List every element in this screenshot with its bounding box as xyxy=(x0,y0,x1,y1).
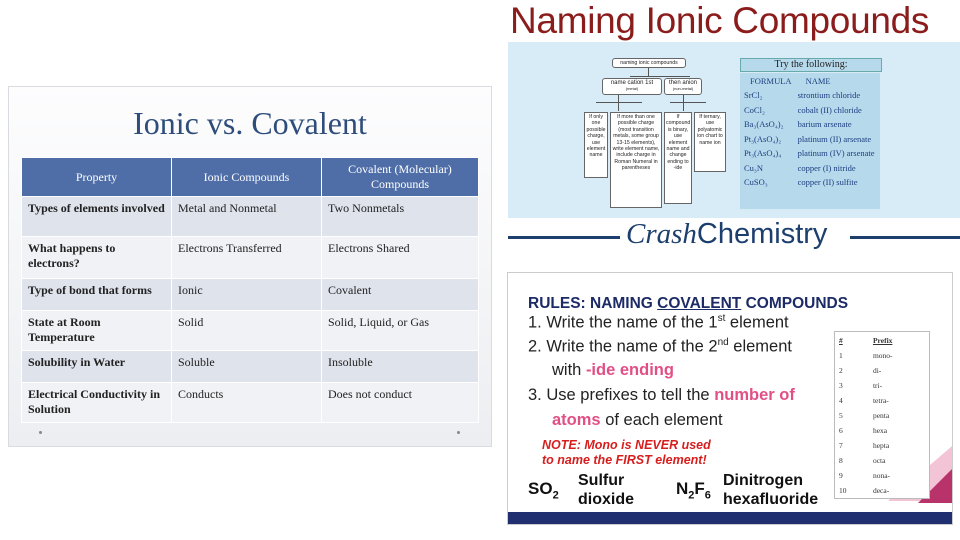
brand-logo xyxy=(626,218,827,251)
formula-row xyxy=(742,88,879,103)
example-formula-n2f6 xyxy=(676,479,711,501)
rule-text: element xyxy=(725,313,789,332)
anion-label: then anion xyxy=(668,80,698,86)
prefix-row xyxy=(835,363,930,378)
formula-header-row xyxy=(742,76,879,88)
prefix-row xyxy=(835,453,930,468)
table-row xyxy=(22,237,479,279)
header-covalent: Covalent (Molecular) Compounds xyxy=(322,158,479,197)
formula-text: F xyxy=(694,479,705,498)
rule-text: with xyxy=(552,361,586,379)
formula-cell: Ba₃(AsO₄)₂ xyxy=(744,119,784,130)
table-cell: What happens to electrons? xyxy=(22,237,172,279)
flow-connector xyxy=(648,68,649,76)
note-line: NOTE: Mono is NEVER used xyxy=(542,438,711,452)
prefix-value: hepta xyxy=(872,441,890,450)
slide-title xyxy=(528,295,848,313)
prefix-row xyxy=(835,348,930,363)
table-cell: Types of elements involved xyxy=(22,197,172,237)
table-cell: Electrical Conductivity in Solution xyxy=(22,383,172,423)
name-cell: platinum (IV) arsenate xyxy=(797,148,875,159)
prefix-value: octa xyxy=(872,456,886,465)
prefix-value: di- xyxy=(872,366,882,375)
table-cell: Electrons Shared xyxy=(322,237,479,279)
table-cell: Metal and Nonmetal xyxy=(172,197,322,237)
formula-row xyxy=(742,146,879,161)
name-cell: copper (II) sulfite xyxy=(797,177,858,188)
name-cell: barium arsenate xyxy=(797,119,852,130)
flow-box-ternary: If ternary, use polyatomic ion chart to name ion xyxy=(694,112,726,172)
title-text: RULES: NAMING xyxy=(528,295,658,312)
prefix-row xyxy=(835,468,930,483)
formula-cell: CuSO₃ xyxy=(744,177,768,188)
example-name-n2f6 xyxy=(723,471,818,509)
rule-2-continued xyxy=(552,361,674,380)
flow-box-multiple-charge: If more than one possible charge (most transition metals, some group 13-15 elements), write element name, include charge in Roman Numeral in parentheses xyxy=(610,112,662,208)
prefix-header-prefix: Prefix xyxy=(872,335,893,345)
cation-sub: (metal) xyxy=(625,86,639,92)
name-cell: strontium chloride xyxy=(797,90,861,101)
formula-text: N xyxy=(676,479,689,498)
table-row xyxy=(22,197,479,237)
flow-box-single-charge: If only one possible charge, use element name xyxy=(584,112,608,178)
flow-anion xyxy=(664,78,702,95)
flow-connector xyxy=(618,95,619,111)
table-row xyxy=(22,311,479,351)
table-row xyxy=(22,279,479,311)
table-cell: Solubility in Water xyxy=(22,351,172,383)
formula-sub: 2 xyxy=(552,489,559,502)
example-name-line: dioxide xyxy=(578,491,635,508)
rule-text: 1. Write the name of the 1 xyxy=(528,313,718,332)
formula-row xyxy=(742,103,879,118)
slide-naming-ionic xyxy=(506,0,960,258)
note-line: to name the FIRST element! xyxy=(542,453,707,467)
prefix-value: penta xyxy=(872,411,890,420)
rule-highlight: -ide ending xyxy=(585,361,674,379)
content-panel xyxy=(508,42,960,218)
prefix-number: 2 xyxy=(839,366,843,375)
formula-row xyxy=(742,117,879,132)
prefix-row xyxy=(835,438,930,453)
formula-sub: 6 xyxy=(704,489,711,502)
prefix-value: tetra- xyxy=(872,396,889,405)
rule-text: element xyxy=(728,337,792,356)
flow-root: naming ionic compounds xyxy=(612,58,686,68)
slide-title: Naming Ionic Compounds xyxy=(510,0,930,41)
table-cell: Electrons Transferred xyxy=(172,237,322,279)
table-cell: Conducts xyxy=(172,383,322,423)
title-text: COMPOUNDS xyxy=(741,295,849,312)
prefix-value: mono- xyxy=(872,351,893,360)
prefix-number: 3 xyxy=(839,381,843,390)
table-cell: Two Nonmetals xyxy=(322,197,479,237)
brand-rule xyxy=(850,236,960,239)
header-ionic: Ionic Compounds xyxy=(172,158,322,197)
brand-rule xyxy=(508,236,620,239)
table-header-row xyxy=(22,158,479,197)
rule-2 xyxy=(528,337,792,357)
rule-sup: st xyxy=(717,313,726,324)
rule-1 xyxy=(528,313,789,333)
example-formula-so2 xyxy=(528,479,559,501)
example-name-line: hexafluoride xyxy=(723,491,819,508)
rule-highlight: atoms xyxy=(552,411,601,429)
formula-cell: Pt₃(AsO₄)₄ xyxy=(744,148,782,159)
title-keyword: COVALENT xyxy=(657,295,742,312)
rule-sup: nd xyxy=(717,337,729,348)
flow-connector xyxy=(596,102,642,103)
formula-row xyxy=(742,132,879,147)
anion-sub: (non-metal) xyxy=(672,86,694,92)
brand-chemistry: Chemistry xyxy=(696,218,828,250)
prefix-header-num: # xyxy=(839,335,843,345)
example-name-line: Dinitrogen xyxy=(723,472,803,489)
prefix-number: 1 xyxy=(839,351,843,360)
formula-cell: SrCl₂ xyxy=(744,90,763,101)
example-name-so2 xyxy=(578,471,634,509)
formula-row xyxy=(742,161,879,176)
rule-text: 3. Use prefixes to tell the xyxy=(528,386,715,404)
table-cell: Insoluble xyxy=(322,351,479,383)
name-cell: copper (I) nitride xyxy=(797,162,856,173)
slide-title: Ionic vs. Covalent xyxy=(133,105,367,141)
example-name-line: Sulfur xyxy=(578,472,625,489)
bottom-bar xyxy=(508,512,953,525)
table-cell: State at Room Temperature xyxy=(22,311,172,351)
formula-cell: Pt₃(AsO₄)₂ xyxy=(744,133,782,144)
table-cell: Type of bond that forms xyxy=(22,279,172,311)
rule-3 xyxy=(528,386,795,405)
prefix-number: 8 xyxy=(839,456,843,465)
slide-ionic-vs-covalent xyxy=(8,86,492,447)
rule-text: of each element xyxy=(600,411,723,429)
flow-cation xyxy=(602,78,662,95)
rule-3-continued xyxy=(552,411,723,430)
prefix-number: 7 xyxy=(839,441,843,450)
rule-text: 2. Write the name of the 2 xyxy=(528,337,718,356)
formula-text: SO xyxy=(528,479,553,498)
formula-row xyxy=(742,175,879,190)
try-label: Try the following: xyxy=(740,58,882,72)
flow-connector xyxy=(630,76,690,77)
formula-header: FORMULA xyxy=(750,76,792,86)
table-cell: Solid, Liquid, or Gas xyxy=(322,311,479,351)
prefix-number: 4 xyxy=(839,396,843,405)
table-cell: Ionic xyxy=(172,279,322,311)
prefix-number: 5 xyxy=(839,411,843,420)
note-text xyxy=(542,438,711,468)
flow-box-binary: If compound is binary, use element name and change ending to -ide xyxy=(664,112,692,204)
prefix-header-row xyxy=(835,332,930,349)
table-cell: Solid xyxy=(172,311,322,351)
prefix-row xyxy=(835,408,930,423)
formula-sub: 2 xyxy=(688,489,695,502)
prefix-row xyxy=(835,423,930,438)
name-cell: platinum (II) arsenate xyxy=(797,133,872,144)
flow-connector xyxy=(670,102,706,103)
prefix-number: 6 xyxy=(839,426,843,435)
prefix-value: hexa xyxy=(872,426,888,435)
table-row xyxy=(22,351,479,383)
formula-table xyxy=(742,76,879,190)
rule-highlight: number of xyxy=(714,386,795,404)
formula-cell: CoCl₂ xyxy=(744,104,765,115)
prefix-value: deca- xyxy=(872,486,890,495)
brand-crash: Crash xyxy=(626,218,697,250)
table-cell: Soluble xyxy=(172,351,322,383)
prefix-table xyxy=(834,331,930,499)
name-cell: cobalt (II) chloride xyxy=(797,104,862,115)
prefix-row xyxy=(835,483,930,499)
header-property: Property xyxy=(22,158,172,197)
brand-footer xyxy=(506,218,960,258)
table-row xyxy=(22,383,479,423)
prefix-row xyxy=(835,378,930,393)
prefix-value: tri- xyxy=(872,381,883,390)
bullet-dot xyxy=(457,431,460,434)
comparison-table xyxy=(21,157,479,423)
slide-naming-covalent xyxy=(507,272,953,525)
prefix-row xyxy=(835,393,930,408)
table-cell: Covalent xyxy=(322,279,479,311)
prefix-number: 10 xyxy=(839,486,847,495)
bullet-dot xyxy=(39,431,42,434)
name-header: NAME xyxy=(805,76,831,86)
prefix-value: nona- xyxy=(872,471,891,480)
flow-connector xyxy=(683,95,684,111)
cation-label: name cation 1st xyxy=(610,80,654,86)
table-cell: Does not conduct xyxy=(322,383,479,423)
prefix-number: 9 xyxy=(839,471,843,480)
formula-cell: Cu₃N xyxy=(744,162,764,173)
